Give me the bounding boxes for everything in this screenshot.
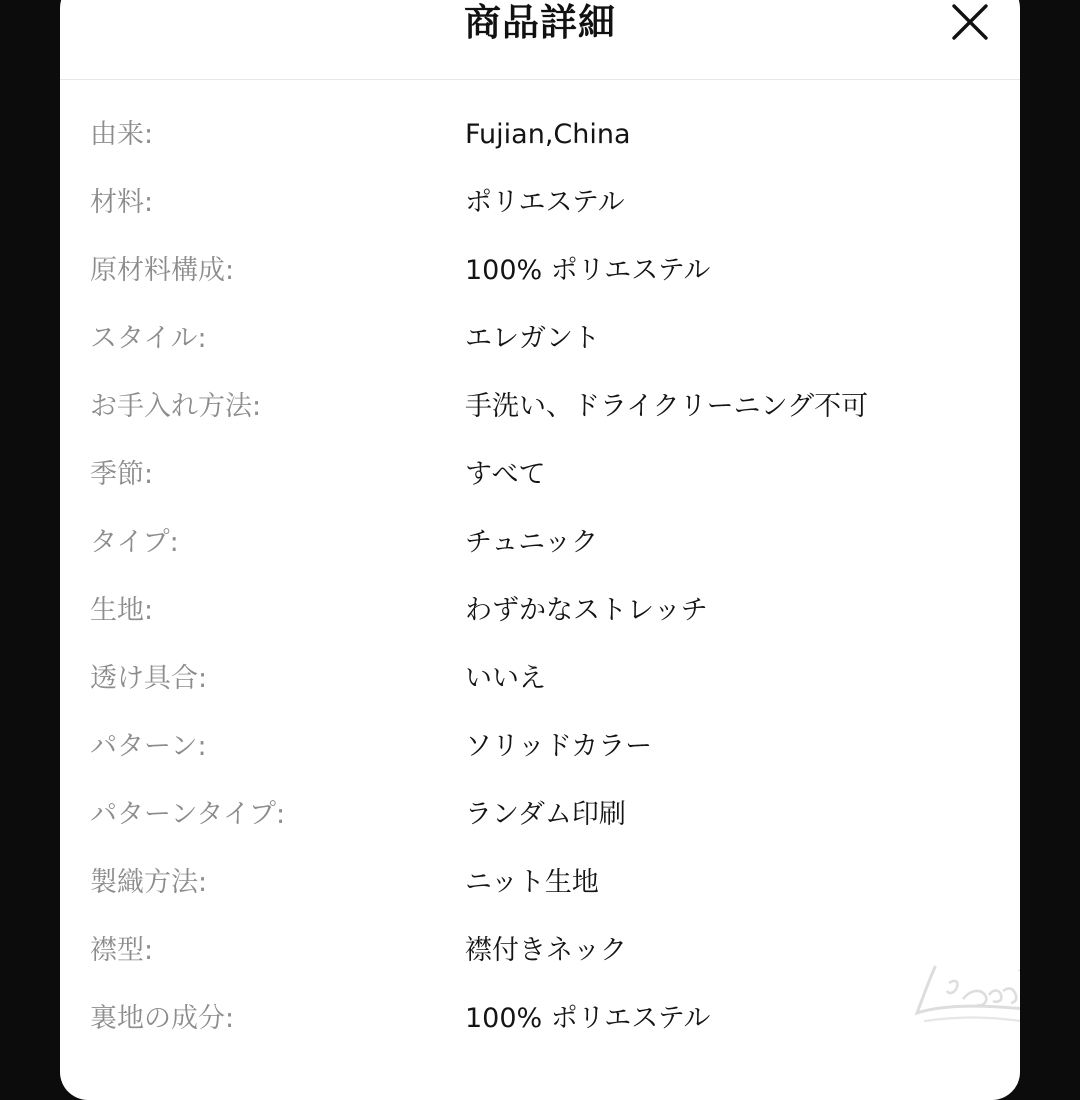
detail-row <box>60 798 1020 866</box>
detail-label: パターンタイプ: <box>90 799 286 830</box>
detail-value: いいえ <box>465 663 546 694</box>
detail-label: 透け具合: <box>90 663 208 694</box>
detail-label: 製織方法: <box>90 867 208 898</box>
detail-value: ソリッドカラー <box>465 731 653 762</box>
detail-value: わずかなストレッチ <box>465 595 708 626</box>
detail-row <box>60 662 1020 730</box>
detail-value: ニット生地 <box>465 867 599 898</box>
detail-row <box>60 526 1020 594</box>
sheet-header <box>60 0 1020 80</box>
page-title: 商品詳細 <box>464 1 616 44</box>
detail-label: 材料: <box>90 187 154 218</box>
close-button[interactable] <box>950 2 990 42</box>
detail-row <box>60 458 1020 526</box>
detail-label: パターン: <box>90 731 207 762</box>
detail-value: チュニック <box>465 527 599 558</box>
detail-label: タイプ: <box>90 527 179 558</box>
detail-label: 由来: <box>90 119 154 150</box>
linecamera-watermark <box>905 955 1020 1035</box>
detail-row <box>60 390 1020 458</box>
detail-value: ポリエステル <box>465 187 625 218</box>
detail-row <box>60 322 1020 390</box>
product-detail-sheet <box>60 0 1020 1100</box>
detail-row <box>60 730 1020 798</box>
detail-label: 生地: <box>90 595 154 626</box>
detail-value: エレガント <box>465 323 600 354</box>
detail-label: 季節: <box>90 459 154 490</box>
detail-value: 襟付きネック <box>465 935 627 966</box>
detail-row <box>60 254 1020 322</box>
detail-value: 手洗い、ドライクリーニング不可 <box>465 391 869 422</box>
detail-value: 100% ポリエステル <box>465 1003 711 1034</box>
detail-label: 襟型: <box>90 935 154 966</box>
detail-row <box>60 118 1020 186</box>
detail-row <box>60 594 1020 662</box>
detail-row <box>60 866 1020 934</box>
detail-label: スタイル: <box>90 323 207 354</box>
detail-label: 原材料構成: <box>90 255 235 286</box>
detail-value: 100% ポリエステル <box>465 255 711 286</box>
detail-label: 裏地の成分: <box>90 1003 235 1034</box>
detail-value: ランダム印刷 <box>465 799 626 830</box>
close-icon <box>950 2 990 42</box>
detail-row <box>60 186 1020 254</box>
detail-row <box>60 1002 1020 1070</box>
detail-list <box>60 118 1020 1070</box>
detail-row <box>60 934 1020 1002</box>
detail-label: お手入れ方法: <box>90 391 262 422</box>
detail-value: すべて <box>465 459 546 490</box>
detail-value: Fujian,China <box>465 119 631 150</box>
